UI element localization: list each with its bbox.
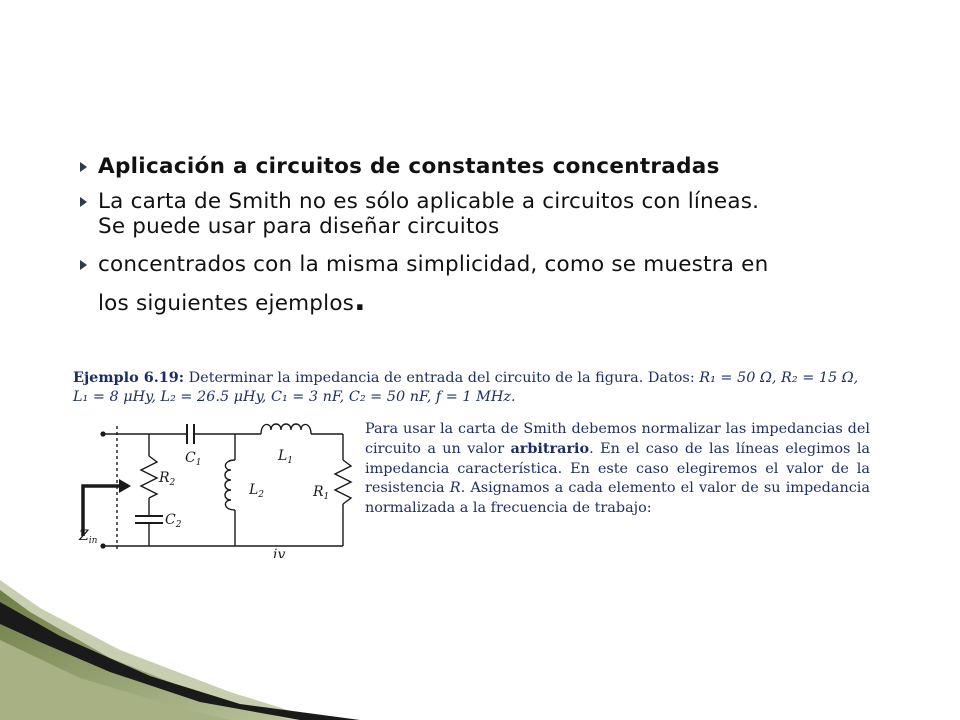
example-data: R₁ = 50 Ω, R₂ = 15 Ω, L₁ = 8 μHy, L₂ = 26.5 μHy, C₁ = 3 nF, C₂ = 50 nF, f = 1 MHz. <box>73 370 859 405</box>
para-text: . En el caso de las líneas elegimos la impedancia característica. En este caso elegiremos el valor de la resistencia <box>365 441 870 497</box>
resistor-r1 <box>335 460 351 504</box>
bullet-item <box>78 189 918 239</box>
bullet-text-line2: Se puede usar para diseñar circuitos <box>98 214 500 239</box>
label-zin: $Z_{in}$ <box>79 528 98 546</box>
example-statement-text: Determinar la impedancia de entrada del circuito de la figura. Datos: <box>188 370 700 386</box>
bullet-text-line1: concentrados con la misma simplicidad, como se muestra en <box>98 252 769 277</box>
bullet-period: . <box>354 283 366 318</box>
example-label: Ejemplo 6.19: <box>73 369 185 386</box>
resistor-r2 <box>141 456 157 498</box>
bullet-arrow-icon <box>80 162 87 172</box>
decorative-wave <box>0 580 400 720</box>
para-text: Para usar la carta de Smith debemos normalizar las impedancias del circuito a un valor <box>365 421 870 458</box>
inductor-l2 <box>225 460 235 510</box>
bullet-arrow-icon <box>80 260 87 270</box>
label-l2: $L_2$ <box>249 482 265 500</box>
terminal-top <box>100 431 105 436</box>
inductor-l1 <box>261 424 311 434</box>
zin-arrow <box>83 486 125 536</box>
label-iv: iv <box>273 547 286 558</box>
example-statement <box>73 368 868 407</box>
example-paragraph <box>365 420 870 518</box>
label-r1: $R_1$ <box>313 484 330 502</box>
para-italic: R <box>449 480 461 497</box>
bullet-item <box>78 154 918 179</box>
zin-arrowhead <box>119 479 131 493</box>
example-image <box>73 368 885 558</box>
label-c1: $C_1$ <box>185 450 202 468</box>
bullet-arrow-icon <box>80 197 87 207</box>
label-l1: $L_1$ <box>278 448 294 466</box>
bullet-text-line1: La carta de Smith no es sólo aplicable a circuitos con líneas. <box>98 189 760 214</box>
bullet-list <box>78 154 918 322</box>
circuit-diagram <box>73 418 363 558</box>
bullet-item <box>78 247 918 322</box>
bullet-text: Aplicación a circuitos de constantes concentradas <box>98 154 720 179</box>
para-text: . Asignamos a cada elemento el valor de su impedancia normalizada a la frecuencia de trabajo: <box>365 480 870 516</box>
label-c2: $C_2$ <box>165 512 182 530</box>
para-bold: arbitrario <box>510 440 590 458</box>
bullet-text-line2: los siguientes ejemplos <box>98 291 355 316</box>
label-r2: $R_2$ <box>159 470 176 488</box>
terminal-bottom <box>100 543 105 548</box>
